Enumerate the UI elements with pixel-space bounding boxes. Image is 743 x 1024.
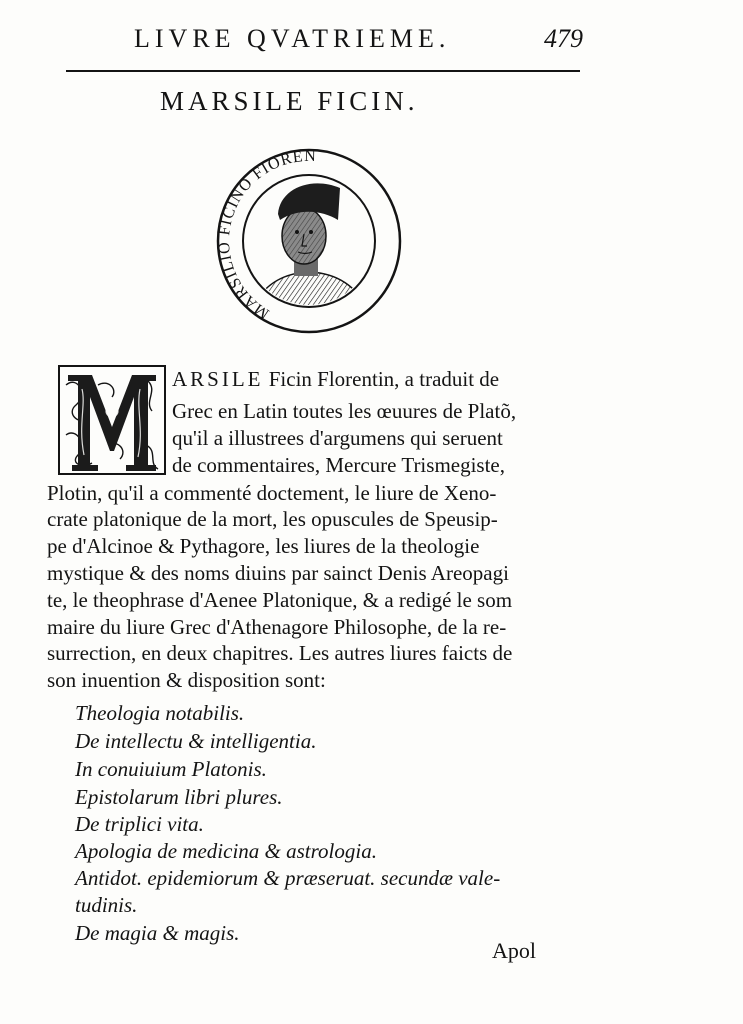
list-item: Theologia notabilis. xyxy=(75,701,245,725)
body-line: Plotin, qu'il a commenté doctement, le liure de Xeno- xyxy=(47,481,497,505)
list-item: Antidot. epidemiorum & præseruat. secundæ vale- xyxy=(75,866,501,890)
list-item: Epistolarum libri plures. xyxy=(75,785,283,809)
list-item: tudinis. xyxy=(75,893,138,917)
decorated-initial-m xyxy=(58,365,166,475)
body-line: mystique & des noms diuins par sainct Denis Areopagi xyxy=(47,561,509,585)
running-head xyxy=(134,24,694,58)
catchword: Apol xyxy=(492,938,536,963)
body-line: maire du liure Grec d'Athenagore Philosophe, de la re- xyxy=(47,615,507,639)
body-line: te, le theophrase d'Aenee Platonique, & a redigé le som xyxy=(47,588,513,612)
body-line: ARSILE Ficin Florentin, a traduit de xyxy=(172,367,500,391)
portrait-medallion-image xyxy=(214,146,404,336)
running-title: LIVRE QVATRIEME. xyxy=(134,24,451,53)
list-item: De intellectu & intelligentia. xyxy=(75,729,317,753)
initial-m-ornament xyxy=(58,365,166,475)
page-number: 479 xyxy=(544,24,583,53)
body-line: qu'il a illustrees d'argumens qui seruent xyxy=(172,426,503,450)
body-line: son inuention & disposition sont: xyxy=(47,668,326,692)
body-line: crate platonique de la mort, les opuscules de Speusip- xyxy=(47,507,498,531)
body-line: surrection, en deux chapitres. Les autres liures faicts de xyxy=(47,641,513,665)
body-line: Grec en Latin toutes les œuures de Platõ, xyxy=(172,399,517,423)
list-item: Apologia de medicina & astrologia. xyxy=(75,839,377,863)
header-rule xyxy=(66,70,580,72)
body-line: de commentaires, Mercure Trismegiste, xyxy=(172,453,506,477)
list-item: In conuiuium Platonis. xyxy=(75,757,267,781)
list-item: De triplici vita. xyxy=(75,812,204,836)
chapter-title: MARSILE FICIN. xyxy=(160,86,419,116)
first-word-rest: ARSILE xyxy=(172,367,264,391)
body-line: pe d'Alcinoe & Pythagore, les liures de la theologie xyxy=(47,534,480,558)
portrait-medallion xyxy=(214,146,404,336)
list-item: De magia & magis. xyxy=(75,921,240,945)
medallion-legend: MARSILIO FICINO FIOREN xyxy=(215,147,317,323)
